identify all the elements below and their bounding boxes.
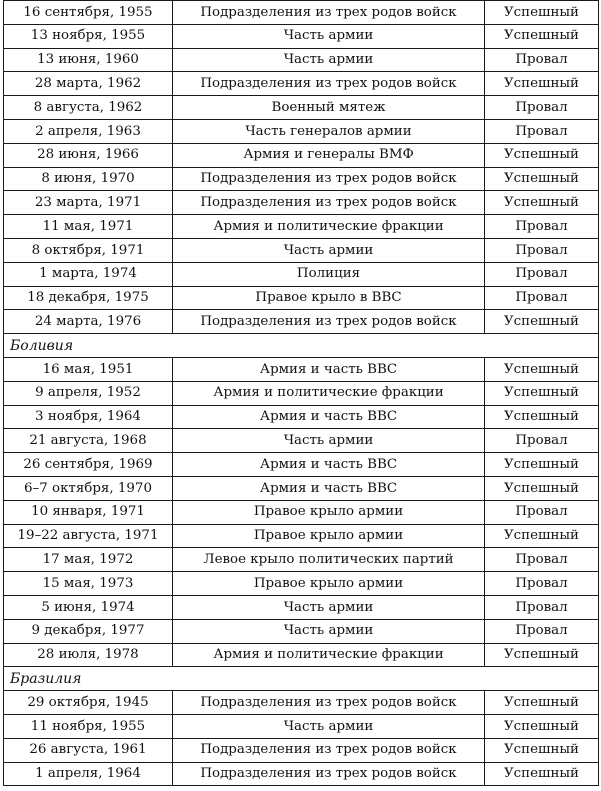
table-row bbox=[4, 215, 599, 239]
table-row bbox=[4, 572, 599, 596]
actor-cell: Военный мятеж bbox=[173, 96, 485, 120]
actor-cell: Армия и часть ВВС bbox=[173, 476, 485, 500]
section-title: Боливия bbox=[4, 334, 599, 358]
actor-cell: Полиция bbox=[173, 262, 485, 286]
table-row bbox=[4, 619, 599, 643]
table-row bbox=[4, 1, 599, 25]
date-cell: 8 июня, 1970 bbox=[4, 167, 173, 191]
date-cell: 11 мая, 1971 bbox=[4, 215, 173, 239]
date-cell: 18 декабря, 1975 bbox=[4, 286, 173, 310]
actor-cell: Часть армии bbox=[173, 595, 485, 619]
table-row bbox=[4, 714, 599, 738]
section-title: Бразилия bbox=[4, 667, 599, 691]
actor-cell: Подразделения из трех родов войск bbox=[173, 72, 485, 96]
date-cell: 5 июня, 1974 bbox=[4, 595, 173, 619]
actor-cell: Левое крыло политических партий bbox=[173, 548, 485, 572]
date-cell: 28 июня, 1966 bbox=[4, 143, 173, 167]
date-cell: 11 ноября, 1955 bbox=[4, 714, 173, 738]
actor-cell: Армия и часть ВВС bbox=[173, 357, 485, 381]
date-cell: 29 октября, 1945 bbox=[4, 691, 173, 715]
date-cell: 15 мая, 1973 bbox=[4, 572, 173, 596]
result-cell: Успешный bbox=[485, 476, 599, 500]
result-cell: Провал bbox=[485, 96, 599, 120]
table-row bbox=[4, 453, 599, 477]
date-cell: 28 июля, 1978 bbox=[4, 643, 173, 667]
actor-cell: Часть армии bbox=[173, 619, 485, 643]
result-cell: Провал bbox=[485, 119, 599, 143]
date-cell: 1 апреля, 1964 bbox=[4, 762, 173, 786]
result-cell: Успешный bbox=[485, 405, 599, 429]
result-cell: Успешный bbox=[485, 381, 599, 405]
result-cell: Провал bbox=[485, 48, 599, 72]
result-cell: Провал bbox=[485, 619, 599, 643]
result-cell: Успешный bbox=[485, 762, 599, 786]
result-cell: Успешный bbox=[485, 357, 599, 381]
table-row bbox=[4, 405, 599, 429]
table-body bbox=[4, 1, 599, 786]
table-row bbox=[4, 119, 599, 143]
table-row bbox=[4, 476, 599, 500]
actor-cell: Армия и политические фракции bbox=[173, 215, 485, 239]
actor-cell: Правое крыло в ВВС bbox=[173, 286, 485, 310]
actor-cell: Подразделения из трех родов войск bbox=[173, 191, 485, 215]
result-cell: Успешный bbox=[485, 24, 599, 48]
date-cell: 23 марта, 1971 bbox=[4, 191, 173, 215]
table-row bbox=[4, 548, 599, 572]
table-row bbox=[4, 167, 599, 191]
result-cell: Успешный bbox=[485, 310, 599, 334]
result-cell: Провал bbox=[485, 429, 599, 453]
actor-cell: Подразделения из трех родов войск bbox=[173, 762, 485, 786]
table-row bbox=[4, 691, 599, 715]
actor-cell: Подразделения из трех родов войск bbox=[173, 1, 485, 25]
result-cell: Успешный bbox=[485, 143, 599, 167]
result-cell: Успешный bbox=[485, 714, 599, 738]
result-cell: Успешный bbox=[485, 524, 599, 548]
actor-cell: Часть армии bbox=[173, 48, 485, 72]
coups-table bbox=[3, 0, 599, 786]
actor-cell: Правое крыло армии bbox=[173, 500, 485, 524]
actor-cell: Часть армии bbox=[173, 714, 485, 738]
result-cell: Провал bbox=[485, 262, 599, 286]
table-row bbox=[4, 72, 599, 96]
date-cell: 26 сентября, 1969 bbox=[4, 453, 173, 477]
actor-cell: Часть армии bbox=[173, 24, 485, 48]
result-cell: Провал bbox=[485, 215, 599, 239]
result-cell: Успешный bbox=[485, 1, 599, 25]
result-cell: Провал bbox=[485, 286, 599, 310]
section-header-row bbox=[4, 667, 599, 691]
result-cell: Успешный bbox=[485, 643, 599, 667]
actor-cell: Подразделения из трех родов войск bbox=[173, 738, 485, 762]
table-row bbox=[4, 500, 599, 524]
actor-cell: Армия и часть ВВС bbox=[173, 405, 485, 429]
date-cell: 13 июня, 1960 bbox=[4, 48, 173, 72]
actor-cell: Армия и часть ВВС bbox=[173, 453, 485, 477]
date-cell: 3 ноября, 1964 bbox=[4, 405, 173, 429]
result-cell: Успешный bbox=[485, 691, 599, 715]
result-cell: Провал bbox=[485, 500, 599, 524]
date-cell: 28 марта, 1962 bbox=[4, 72, 173, 96]
result-cell: Провал bbox=[485, 595, 599, 619]
date-cell: 17 мая, 1972 bbox=[4, 548, 173, 572]
table-row bbox=[4, 381, 599, 405]
table-row bbox=[4, 238, 599, 262]
date-cell: 16 мая, 1951 bbox=[4, 357, 173, 381]
table-row bbox=[4, 48, 599, 72]
table-row bbox=[4, 24, 599, 48]
table-row bbox=[4, 762, 599, 786]
date-cell: 1 марта, 1974 bbox=[4, 262, 173, 286]
date-cell: 21 августа, 1968 bbox=[4, 429, 173, 453]
date-cell: 9 апреля, 1952 bbox=[4, 381, 173, 405]
date-cell: 8 октября, 1971 bbox=[4, 238, 173, 262]
table-row bbox=[4, 191, 599, 215]
actor-cell: Правое крыло армии bbox=[173, 572, 485, 596]
table-row bbox=[4, 143, 599, 167]
table-row bbox=[4, 643, 599, 667]
table-row bbox=[4, 429, 599, 453]
result-cell: Успешный bbox=[485, 167, 599, 191]
actor-cell: Армия и политические фракции bbox=[173, 643, 485, 667]
section-header-row bbox=[4, 334, 599, 358]
table-row bbox=[4, 286, 599, 310]
date-cell: 2 апреля, 1963 bbox=[4, 119, 173, 143]
actor-cell: Правое крыло армии bbox=[173, 524, 485, 548]
table-row bbox=[4, 738, 599, 762]
table-row bbox=[4, 262, 599, 286]
result-cell: Провал bbox=[485, 238, 599, 262]
actor-cell: Армия и генералы ВМФ bbox=[173, 143, 485, 167]
date-cell: 16 сентября, 1955 bbox=[4, 1, 173, 25]
table-row bbox=[4, 357, 599, 381]
table-row bbox=[4, 524, 599, 548]
result-cell: Провал bbox=[485, 548, 599, 572]
actor-cell: Армия и политические фракции bbox=[173, 381, 485, 405]
date-cell: 24 марта, 1976 bbox=[4, 310, 173, 334]
date-cell: 26 августа, 1961 bbox=[4, 738, 173, 762]
date-cell: 8 августа, 1962 bbox=[4, 96, 173, 120]
actor-cell: Подразделения из трех родов войск bbox=[173, 310, 485, 334]
result-cell: Провал bbox=[485, 572, 599, 596]
date-cell: 13 ноября, 1955 bbox=[4, 24, 173, 48]
result-cell: Успешный bbox=[485, 453, 599, 477]
actor-cell: Подразделения из трех родов войск bbox=[173, 167, 485, 191]
date-cell: 6–7 октября, 1970 bbox=[4, 476, 173, 500]
actor-cell: Часть армии bbox=[173, 238, 485, 262]
result-cell: Успешный bbox=[485, 72, 599, 96]
result-cell: Успешный bbox=[485, 738, 599, 762]
actor-cell: Часть генералов армии bbox=[173, 119, 485, 143]
actor-cell: Подразделения из трех родов войск bbox=[173, 691, 485, 715]
date-cell: 9 декабря, 1977 bbox=[4, 619, 173, 643]
result-cell: Успешный bbox=[485, 191, 599, 215]
table-row bbox=[4, 96, 599, 120]
date-cell: 10 января, 1971 bbox=[4, 500, 173, 524]
table-row bbox=[4, 595, 599, 619]
date-cell: 19–22 августа, 1971 bbox=[4, 524, 173, 548]
table-row bbox=[4, 310, 599, 334]
actor-cell: Часть армии bbox=[173, 429, 485, 453]
